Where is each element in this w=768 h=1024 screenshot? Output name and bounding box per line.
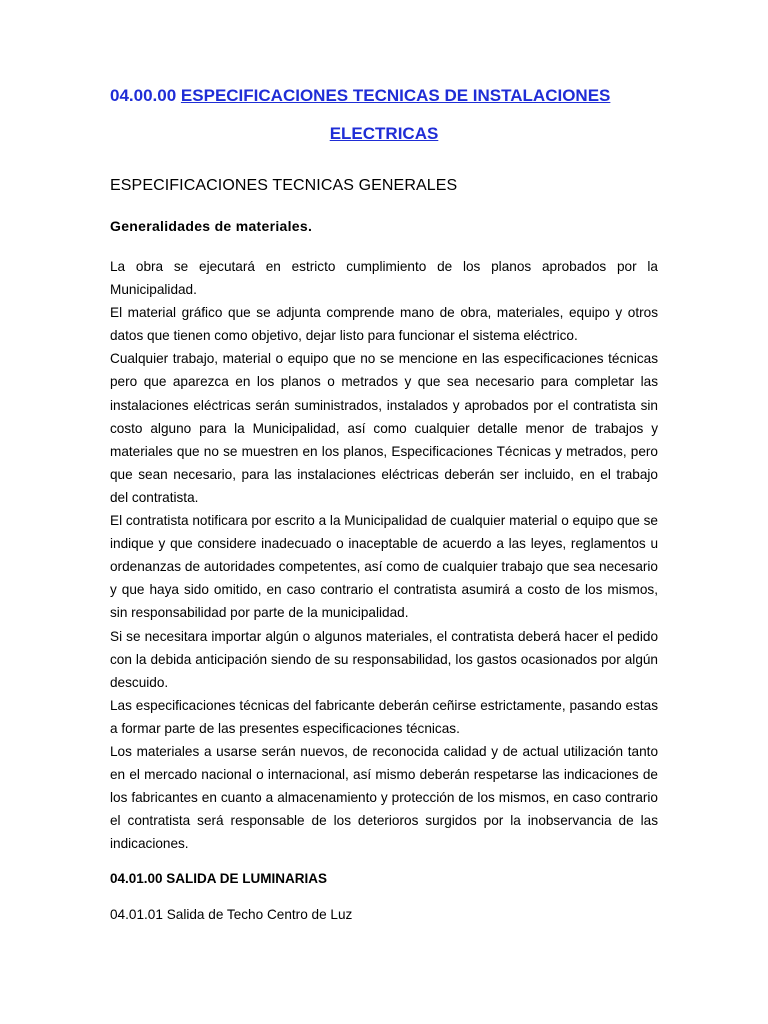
item-line: 04.01.01 Salida de Techo Centro de Luz [110, 907, 353, 922]
title-number: 04.00.00 [110, 86, 177, 105]
document-title-line1 [110, 86, 658, 106]
sub-heading: Generalidades de materiales. [110, 218, 313, 234]
paragraph-3: Cualquier trabajo, material o equipo que no se mencione en las especificaciones técnicas pero que aparezca en los planos o metrados y que sea necesario para completar las instalaciones eléctricas serán suministrados, instalados y aprobados por el contratista sin costo alguno para la Municipalidad, así como cualquier detalle menor de trabajos y materiales que no se muestren en los planos, Especificaciones Técnicas y metrados, pero que sean necesario, para las instalaciones eléctricas deberán ser incluido, en el trabajo del contratista. [110, 351, 658, 505]
title-link-line2[interactable]: ELECTRICAS [329, 124, 439, 143]
body-text [110, 255, 658, 855]
document-title-line2 [110, 124, 658, 144]
subsection-heading: 04.01.00 SALIDA DE LUMINARIAS [110, 871, 328, 886]
title-link-line1[interactable]: ESPECIFICACIONES TECNICAS DE INSTALACIONES [180, 86, 611, 105]
paragraph-4: El contratista notificara por escrito a la Municipalidad de cualquier material o equipo que se indique y que considere inadecuado o inaceptable de acuerdo a las leyes, reglamentos u ordenanzas de autoridades competentes, así como de cualquier trabajo que sea necesario y que haya sido omitido, en caso contrario el contratista asumirá a costo de los mismos, sin responsabilidad por parte de la municipalidad. [110, 513, 658, 621]
paragraph-5: Si se necesitara importar algún o algunos materiales, el contratista deberá hacer el pedido con la debida anticipación siendo de su responsabilidad, los gastos ocasionados por algún descuido. [110, 628, 658, 690]
paragraph-1: La obra se ejecutará en estricto cumplimiento de los planos aprobados por la Municipalidad. [110, 259, 658, 298]
paragraph-7: Los materiales a usarse serán nuevos, de reconocida calidad y de actual utilización tanto en el mercado nacional o internacional, así mismo deberán respetarse las indicaciones de los fabricantes en cuanto a almacenamiento y protección de los mismos, en caso contrario el contratista será responsable de los deterioros surgidos por la inobservancia de las indicaciones. [110, 743, 658, 852]
section-heading: ESPECIFICACIONES TECNICAS GENERALES [110, 177, 458, 194]
paragraph-6: Las especificaciones técnicas del fabricante deberán ceñirse estrictamente, pasando estas a formar parte de las presentes especificaciones técnicas. [110, 697, 658, 736]
paragraph-2: El material gráfico que se adjunta comprende mano de obra, materiales, equipo y otros datos que tienen como objetivo, dejar listo para funcionar el sistema eléctrico. [110, 305, 658, 344]
